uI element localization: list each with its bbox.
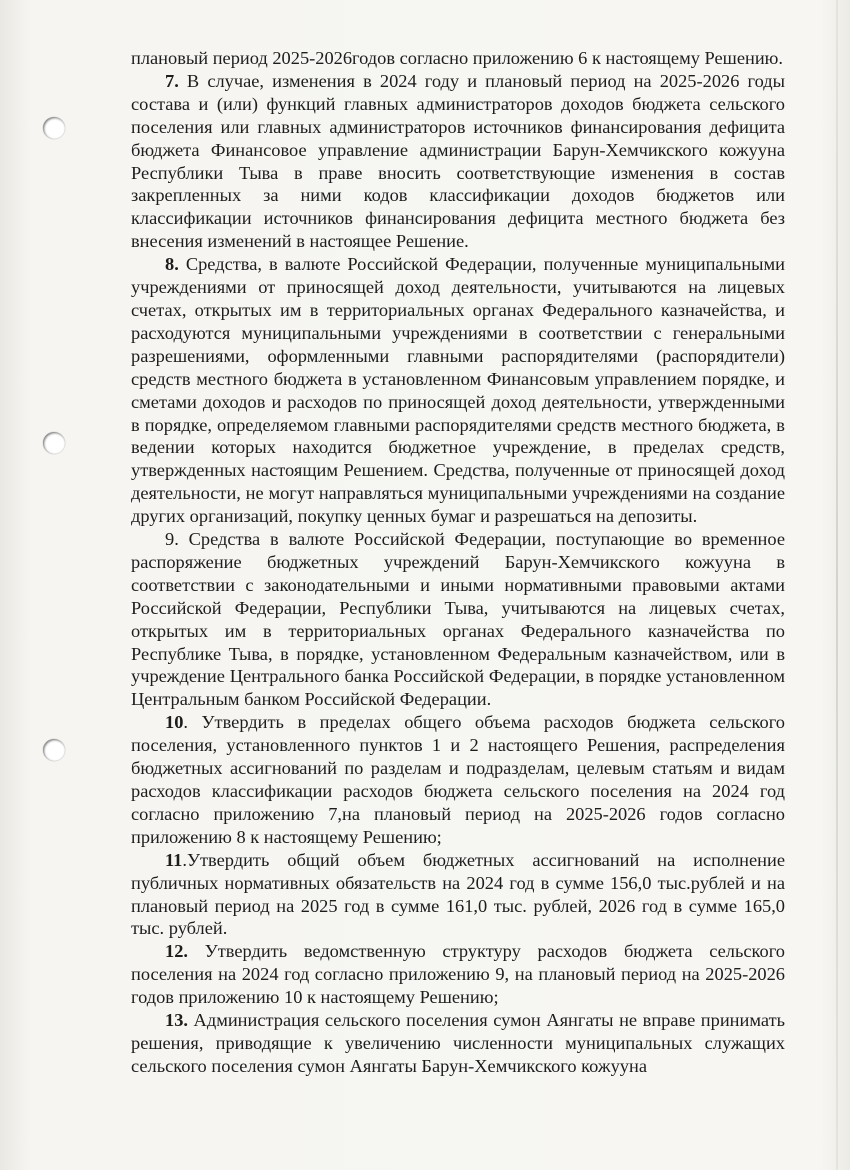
punch-hole [43, 117, 65, 139]
paragraph-number: 12. [165, 941, 188, 962]
paragraph-9 [131, 528, 785, 711]
page-edge [836, 0, 838, 1170]
paragraph-number: 8. [165, 254, 179, 275]
punch-hole [43, 432, 65, 454]
paragraph-text: .Утвердить общий объем бюджетных ассигнований на исполнение публичных нормативных обязательств на 2024 год в сумме 156,0 тыс.рублей и на плановый период на 2025 год в сумме 161,0 тыс. рублей, 2026 год в сумме 165,0 тыс. рублей. [131, 849, 785, 939]
paragraph-text: 9. Средства в валюте Российской Федерации, поступающие во временное распоряжение бюджетных учреждений Барун-Хемчикского кожууна в соответствии с законодательными и иными нормативными правовыми актами Российской Федерации, Республики Тыва, учитываются на лицевых счетах, открытых им в территориальных органах Федерального казначейства по Республике Тыва, в порядке, установленном Федеральным казначейством, или в учреждение Центрального банка Российской Федерации, в порядке установленном Центральным банком Российской Федерации. [131, 529, 785, 710]
paragraph-8 [131, 253, 785, 528]
punch-hole [43, 739, 65, 761]
paragraph-number: 11 [165, 849, 183, 870]
paragraph-11 [131, 849, 785, 941]
document-body [131, 47, 785, 1078]
paragraph-number: 13. [165, 1010, 188, 1031]
paragraph-continuation [131, 47, 785, 70]
paragraph-13 [131, 1009, 785, 1078]
paragraph-text: Средства, в валюте Российской Федерации, полученные муниципальными учреждениями от приносящей доход деятельности, учитываются на лицевых счетах, открытых им в территориальных органах Федерального казначейства, и расходуются муниципальными учреждениями в соответствии с генеральными разрешениями, оформленными главными распорядителями (распорядители) средств местного бюджета в установленном Финансовым управлением порядке, и сметами доходов и расходов по приносящей доход деятельности, утвержденными в порядке, определяемом главными распорядителями средств местного бюджета, в ведении которых находится бюджетное учреждение, в пределах средств, утвержденных настоящим Решением. Средства, полученные от приносящей доход деятельности, не могут направляться муниципальными учреждениями на создание других организаций, покупку ценных бумаг и разрешаться на депозиты. [131, 254, 785, 527]
paragraph-number: 10 [165, 712, 184, 733]
paragraph-text: плановый период 2025-2026годов согласно приложению 6 к настоящему Решению. [131, 48, 784, 68]
paragraph-10 [131, 711, 785, 848]
paragraph-text: Администрация сельского поселения сумон Аянгаты не вправе принимать решения, приводящие к увеличению численности муниципальных служащих сельского поселения сумон Аянгаты Барун-Хемчикского кожууна [131, 1010, 785, 1076]
paragraph-text: В случае, изменения в 2024 году и плановый период на 2025-2026 годы состава и (или) функций главных администраторов доходов бюджета сельского поселения или главных администраторов источников финансирования дефицита бюджета Финансовое управление администрации Барун-Хемчикского кожууна Республики Тыва в праве вносить соответствующие изменения в состав закрепленных за ними кодов классификации доходов бюджетов или классификации источников финансирования дефицита местного бюджета без внесения изменений в настоящее Решение. [131, 70, 785, 252]
paragraph-12 [131, 940, 785, 1009]
paragraph-text: Утвердить ведомственную структуру расходов бюджета сельского поселения на 2024 год согласно приложению 9, на плановый период на 2025-2026 годов приложению 10 к настоящему Решению; [131, 941, 785, 1008]
paragraph-text: . Утвердить в пределах общего объема расходов бюджета сельского поселения, установленного пунктов 1 и 2 настоящего Решения, распределения бюджетных ассигнований по разделам и подразделам, целевым статьям и видам расходов классификации расходов бюджета сельского поселения на 2024 год согласно приложению 7,на плановый период на 2025-2026 годов согласно приложению 8 к настоящему Решению; [131, 712, 785, 847]
paragraph-number: 7. [165, 70, 179, 91]
paragraph-7 [131, 70, 785, 253]
